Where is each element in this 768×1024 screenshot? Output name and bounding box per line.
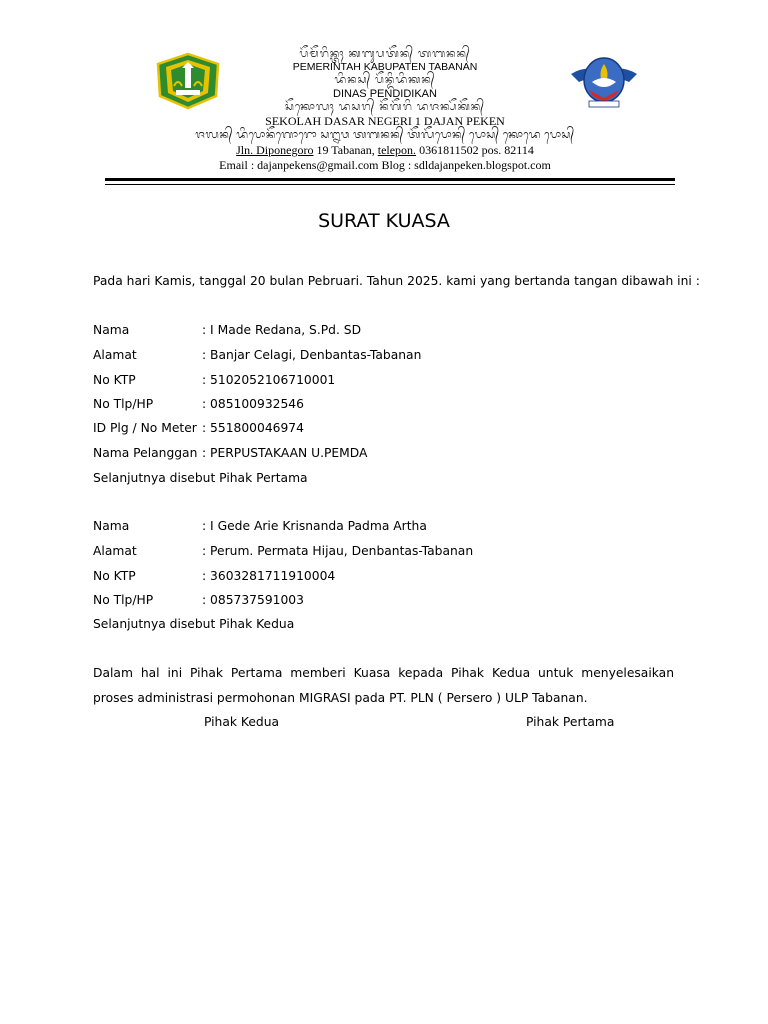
school-name: SEKOLAH DASAR NEGERI 1 DAJAN PEKEN	[265, 114, 505, 128]
intro-text: Pada hari Kamis, tanggal 20 bulan Pebruari. Tahun 2025. kami yang bertanda tangan dibawah ini :	[93, 274, 700, 288]
letterhead-divider-thin	[105, 184, 675, 185]
party1-address-value: : Banjar Celagi, Denbantas-Tabanan	[202, 348, 422, 362]
signature-label-right: Pihak Pertama	[526, 715, 615, 729]
government-name: PEMERINTAH KABUPATEN TABANAN	[292, 61, 478, 73]
party1-ktp-label: No KTP	[93, 373, 136, 387]
party1-note: Selanjutnya disebut Pihak Pertama	[93, 471, 308, 485]
party1-ktp-value: : 5102052106710001	[202, 373, 336, 387]
party2-phone-label: No Tlp/HP	[93, 593, 154, 607]
address-rest: 0361811502 pos. 82114	[416, 143, 534, 157]
party2-address-value: : Perum. Permata Hijau, Denbantas-Tabanan	[202, 544, 474, 558]
letterhead-script-line: ᬲᭂᬓᭀᬮᬄ ᬤᬲᬭ᭄ ᬦᭂᬕᭂᬭᬶ ᬤᬚᬦ᭄ᬧᭂᬓᭂᬦ᭄	[284, 101, 486, 113]
school-contact: Email : dajanpekens@gmail.com Blog : sdldajanpeken.blogspot.com	[219, 158, 551, 172]
party1-name-label: Nama	[93, 323, 130, 337]
address-phone-label: telepon.	[377, 143, 417, 157]
party1-address-label: Alamat	[93, 348, 137, 362]
address-mid: 19 Tabanan,	[313, 143, 378, 157]
party1-phone-label: No Tlp/HP	[93, 397, 154, 411]
party1-meter-value: : 551800046974	[202, 421, 304, 435]
signature-label-left: Pihak Kedua	[204, 715, 280, 729]
letterhead-divider	[105, 178, 675, 181]
party2-phone-value: : 085737591003	[202, 593, 304, 607]
address-street: Jln. Diponegoro	[236, 143, 314, 157]
party1-name-value: : I Made Redana, S.Pd. SD	[202, 323, 362, 337]
party1-phone-value: : 085100932546	[202, 397, 304, 411]
letterhead-script-line: ᬤᬶᬦᬲ᭄ ᬧᭂᬦ᭄ᬤᬶᬤᬶᬓᬦ᭄	[334, 74, 436, 86]
letterhead-script-line: ᬧᭂᬫᭂᬭᬶᬦ᭄ᬢᬄ ᬓᬩᬸᬧᬢᭂᬦ᭄ ᬢᬩᬦᬦ᭄	[299, 48, 471, 60]
party1-customer-value: : PERPUSTAKAAN U.PEMDA	[202, 446, 368, 460]
agency-name: DINAS PENDIDIKAN	[333, 88, 437, 100]
party2-name-label: Nama	[93, 519, 130, 533]
party2-note: Selanjutnya disebut Pihak Kedua	[93, 617, 295, 631]
statement-paragraph: Dalam hal ini Pihak Pertama memberi Kuasa kepada Pihak Kedua untuk menyelesaikan proses administrasi permohonan MIGRASI pada PT. PLN ( Persero ) ULP Tabanan.	[93, 666, 674, 705]
party1-customer-label: Nama Pelanggan	[93, 446, 198, 460]
party2-address-label: Alamat	[93, 544, 137, 558]
party1-meter-label: ID Plg / No Meter	[93, 421, 197, 435]
school-address	[100, 143, 670, 158]
party2-ktp-value: : 3603281711910004	[202, 569, 336, 583]
party2-ktp-label: No KTP	[93, 569, 136, 583]
letterhead	[100, 48, 670, 173]
document-title: SURAT KUASA	[318, 210, 450, 232]
party2-name-value: : I Gede Arie Krisnanda Padma Artha	[202, 519, 427, 533]
letterhead-script-line: ᬚᬮᬦ᭄ ᬤᬶᬧᭀᬦᭂᬕᭀᬭᭀ ᬲᬗ᭄ᬦᬯ ᬢᬩᬦᬦ᭄ ᬢᭂᬮᭂᬧᭀᬦ᭄ ᬧᭀᬲ᭄ ᬓᭀᬤᬾ ᬧᭀᬲ᭄	[195, 129, 575, 141]
